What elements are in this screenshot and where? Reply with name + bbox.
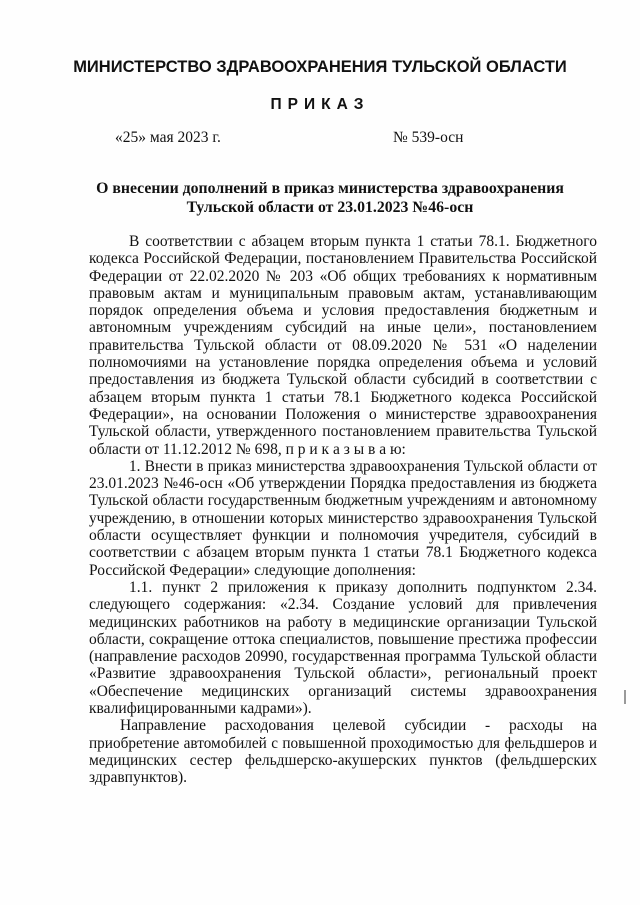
- body-line: здравпунктов).: [89, 769, 188, 787]
- body-line: кодекса Российской Федерации, постановлением Правительства Российской: [89, 250, 597, 268]
- body-line: области, сокращение оттока специалистов, повышение престижа профессии: [89, 630, 597, 648]
- order-number: № 539-осн: [393, 129, 464, 146]
- title-line: О внесении дополнений в приказ министерства здравоохранения: [96, 180, 564, 197]
- body-line: предоставления из бюджета Тульской области субсидий в соответствии с: [89, 371, 597, 389]
- body-line: правовым актам и муниципальным правовым актам, устанавливающим: [89, 284, 597, 302]
- body-line: 1.1. пункт 2 приложения к приказу дополнить подпунктом 2.34.: [129, 578, 597, 596]
- ministry-heading: МИНИСТЕРСТВО ЗДРАВООХРАНЕНИЯ ТУЛЬСКОЙ ОБЛАСТИ: [73, 58, 567, 76]
- document-type-heading: ПРИКАЗ: [270, 96, 370, 113]
- body-line: полномочиями на установление порядка определения объема и условий: [89, 354, 597, 372]
- body-line: следующего содержания: «2.34. Создание условий для привлечения: [89, 596, 597, 614]
- body-line: квалифицированными кадрами»).: [89, 700, 312, 718]
- body-line: Тульской области государственным бюджетным учреждениям и автономному: [89, 492, 597, 510]
- order-date: «25» мая 2023 г.: [115, 129, 221, 146]
- body-line: порядок определения объема и условия предоставления бюджетным и: [89, 302, 597, 320]
- scan-margin-mark: [624, 690, 626, 704]
- body-line: абзацем вторым пункта 1 статьи 78.1 Бюджетного кодекса Российской: [89, 388, 597, 406]
- body-line: медицинских сестер фельдшерско-акушерских пунктов (фельдшерских: [89, 751, 597, 769]
- body-line: Направление расходования целевой субсидии - расходы на: [120, 717, 597, 735]
- body-line: правительства Тульской области от 08.09.2020 № 531 «О наделении: [89, 336, 597, 354]
- body-line: соответствии с абзацем вторым пункта 1 статьи 78.1 Бюджетного кодекса: [89, 544, 597, 562]
- body-line: приобретение автомобилей с повышенной проходимостью для фельдшеров и: [89, 734, 597, 752]
- body-line: Российской Федерации» следующие дополнения:: [89, 561, 416, 579]
- order-title: [70, 179, 590, 217]
- body-line: медицинских работников на работу в медицинские организации Тульской: [89, 613, 597, 631]
- body-line: учреждению, в отношении которых министерство здравоохранения Тульской: [89, 509, 597, 527]
- body-line: области осуществляет функции и полномочия учредителя, субсидий в: [89, 527, 597, 545]
- body-line: Тульской области, утвержденного постановлением правительства Тульской: [89, 423, 597, 441]
- order-body: [89, 233, 597, 787]
- body-line: Федерации», на основании Положения о министерстве здравоохранения: [89, 405, 597, 423]
- body-line: «Обеспечение медицинских организаций системы здравоохранения: [89, 682, 597, 700]
- body-line: 23.01.2023 №46-осн «Об утверждении Порядка предоставления из бюджета: [89, 475, 597, 493]
- body-line: 1. Внести в приказ министерства здравоохранения Тульской области от: [129, 457, 597, 475]
- body-line: (направление расходов 20990, государственная программа Тульской области: [89, 648, 597, 666]
- body-line: В соответствии с абзацем вторым пункта 1 статьи 78.1. Бюджетного: [129, 233, 597, 250]
- body-line: области от 11.12.2012 № 698, п р и к а з ы в а ю:: [89, 440, 406, 458]
- body-line: «Развитие здравоохранения Тульской области», региональный проект: [89, 665, 597, 683]
- title-line: Тульской области от 23.01.2023 №46-осн: [186, 199, 474, 216]
- body-line: автономным учреждениям субсидий на иные цели», постановлением: [89, 319, 597, 337]
- body-line: Федерации от 22.02.2020 № 203 «Об общих требованиях к нормативным: [89, 267, 597, 285]
